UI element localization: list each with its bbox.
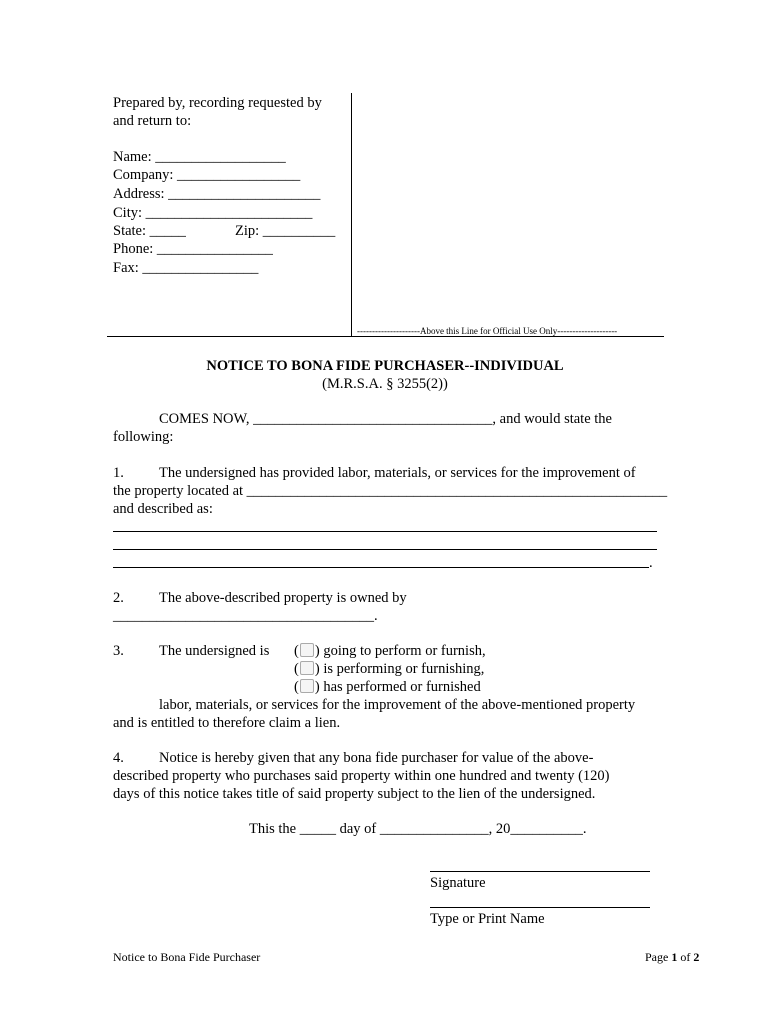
item3-option3: ( ) has performed or furnished: [294, 679, 481, 695]
fax-field[interactable]: Fax: ________________: [113, 260, 259, 276]
city-field[interactable]: City: _______________________: [113, 205, 313, 221]
footer-title: Notice to Bona Fide Purchaser: [113, 950, 261, 964]
print-name-label: Type or Print Name: [430, 911, 545, 927]
item1-line1: The undersigned has provided labor, materials, or services for the improvement of: [159, 465, 636, 481]
zip-field[interactable]: Zip: __________: [235, 223, 336, 239]
item2-line1: The above-described property is owned by: [159, 590, 407, 606]
date-line[interactable]: This the _____ day of _______________, 20__________.: [249, 821, 587, 837]
address-field[interactable]: Address: _____________________: [113, 186, 321, 202]
option1-label: going to perform or furnish,: [323, 643, 486, 659]
intro-line2: following:: [113, 429, 174, 445]
header-divider-vertical: [351, 93, 352, 336]
page-of: of: [677, 950, 694, 964]
item1-line3: and described as:: [113, 501, 213, 517]
print-name-blank[interactable]: [430, 907, 650, 908]
signature-blank[interactable]: [430, 871, 650, 872]
name-field[interactable]: Name: __________________: [113, 149, 286, 165]
item1-line2[interactable]: the property located at __________________________________________________________: [113, 483, 668, 499]
page-current: 1: [671, 950, 678, 964]
state-field[interactable]: State: _____: [113, 223, 186, 239]
item4-line1: Notice is hereby given that any bona fide purchaser for value of the above-: [159, 750, 594, 766]
company-field[interactable]: Company: _________________: [113, 167, 301, 183]
item4-line3: days of this notice takes title of said property subject to the lien of the undersigned.: [113, 786, 596, 802]
description-blank-2[interactable]: [113, 549, 657, 550]
item3-option2: ( ) is performing or furnishing,: [294, 661, 485, 677]
description-blank-1[interactable]: [113, 531, 657, 532]
prepared-by-line2: and return to:: [113, 113, 192, 129]
item3-lead: The undersigned is: [159, 643, 270, 659]
document-title: NOTICE TO BONA FIDE PURCHASER--INDIVIDUAL: [206, 358, 564, 374]
item3-option1: ( ) going to perform or furnish,: [294, 643, 486, 659]
item1-number: 1.: [113, 465, 124, 481]
item2-owner-blank[interactable]: ____________________________________.: [113, 608, 378, 624]
item4-number: 4.: [113, 750, 124, 766]
item3-line4: labor, materials, or services for the improvement of the above-mentioned property: [159, 697, 636, 713]
intro-line1[interactable]: COMES NOW, _________________________________, and would state the: [159, 411, 612, 427]
official-use-label: ---------------------Above this Line for Official Use Only--------------------: [357, 326, 618, 336]
option2-checkbox[interactable]: [300, 661, 314, 675]
option3-checkbox[interactable]: [300, 679, 314, 693]
option1-checkbox[interactable]: [300, 643, 314, 657]
page-total: 2: [693, 950, 700, 964]
description-blank-3[interactable]: [113, 567, 649, 568]
item3-line5: and is entitled to therefore claim a lien.: [113, 715, 341, 731]
option2-label: is performing or furnishing,: [323, 661, 485, 677]
page-prefix: Page: [645, 950, 672, 964]
item4-line2: described property who purchases said property within one hundred and twenty (120): [113, 768, 610, 784]
option3-label: has performed or furnished: [323, 679, 481, 695]
document-statute: (M.R.S.A. § 3255(2)): [322, 376, 448, 392]
page-indicator: [645, 948, 699, 966]
description-period: .: [649, 555, 653, 571]
item3-number: 3.: [113, 643, 124, 659]
item2-number: 2.: [113, 590, 124, 606]
prepared-by-line1: Prepared by, recording requested by: [113, 95, 322, 111]
header-divider-horizontal: [107, 336, 664, 337]
signature-label: Signature: [430, 875, 486, 891]
phone-field[interactable]: Phone: ________________: [113, 241, 273, 257]
